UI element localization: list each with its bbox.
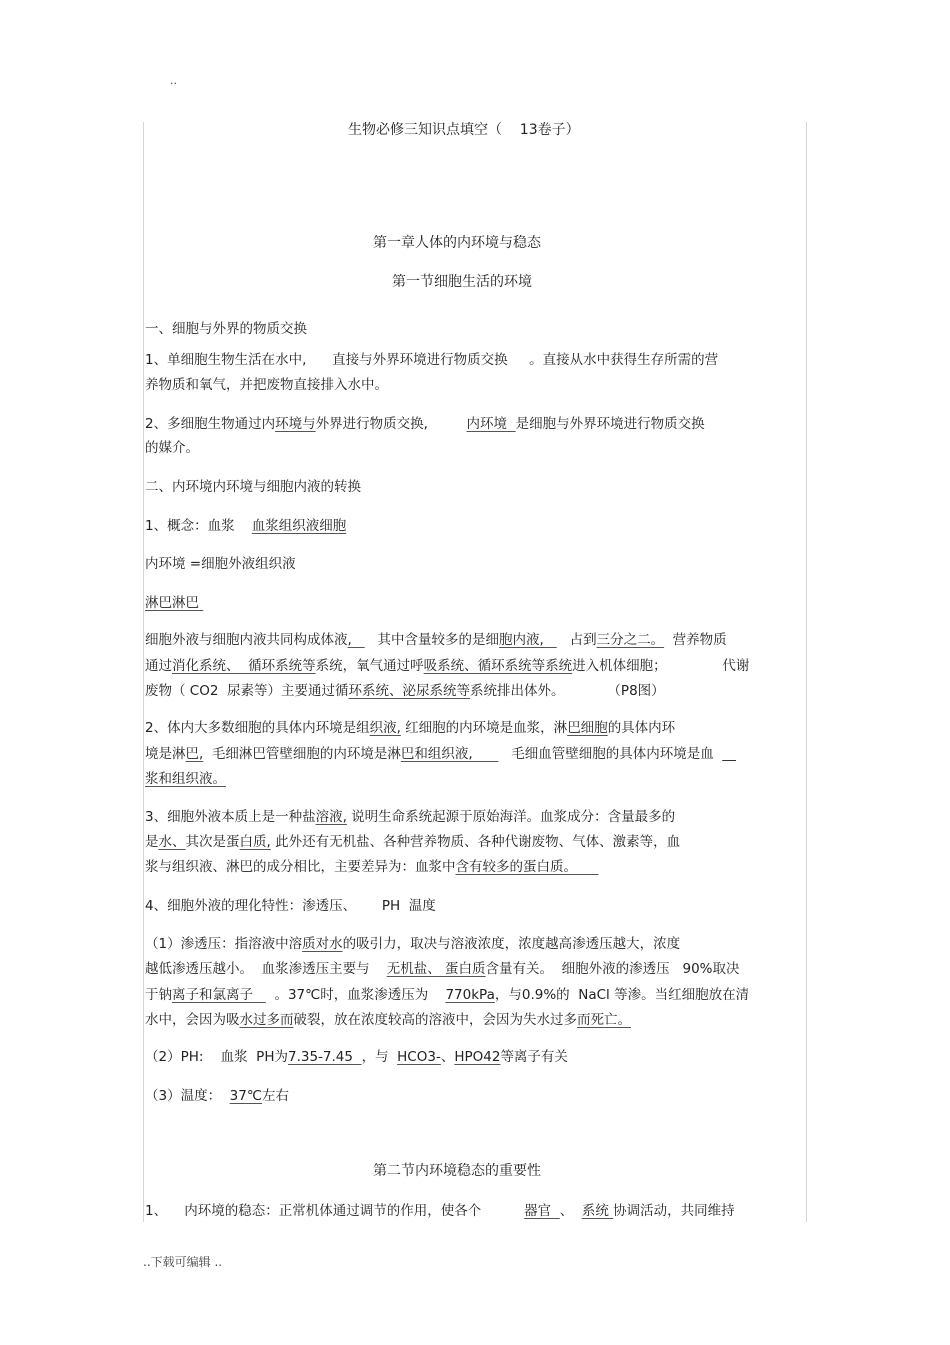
text-segment: 毛细血管壁细胞的具体内环境是血	[498, 746, 723, 762]
text-line	[145, 719, 675, 737]
answer-blank: 消化系统、 循环系统等	[172, 658, 316, 674]
answer-blank: 水、	[158, 834, 186, 850]
text-segment: 1、概念：血浆	[145, 518, 252, 534]
answer-blank: 系统	[581, 1203, 614, 1219]
text-segment: 左右	[262, 1088, 290, 1104]
text-segment: 等离子有关	[500, 1049, 568, 1065]
text-segment: （2）PH: 血浆 PH为	[145, 1049, 288, 1065]
text-segment: 养物质和氧气，并把废物直接排入水中。	[145, 377, 388, 393]
answer-blank: 巴和组织液,	[400, 746, 499, 762]
text-segment: 毛细淋巴管壁细胞的内环境是淋	[203, 746, 401, 762]
answer-blank: 三分之二。	[596, 632, 665, 648]
text-segment: __	[722, 746, 736, 762]
text-line	[145, 657, 749, 675]
text-line	[145, 808, 675, 826]
answer-blank: 血浆组织液细胞	[251, 518, 347, 534]
text-segment: 、	[440, 1049, 455, 1065]
text-segment: 通过	[145, 658, 172, 674]
text-segment: 其中含量较多的是细	[364, 632, 500, 648]
answer-blank: 溶液,	[315, 809, 347, 825]
answer-blank: 含有较多的蛋白质。	[455, 859, 599, 875]
text-segment: 3、细胞外液本质上是一种盐	[145, 809, 316, 825]
text-segment: 、	[559, 1203, 582, 1219]
text-line	[145, 594, 203, 612]
text-segment: 。37℃时，血浆渗透压为	[265, 987, 446, 1003]
text-segment: 的吸引力，取决与溶液浓度，浓度越高渗透压越大，浓度	[342, 936, 681, 952]
answer-blank: 白质,	[239, 834, 271, 850]
answer-blank: 而死亡。	[577, 1012, 631, 1028]
answer-blank: 质对水	[302, 936, 343, 952]
text-line	[145, 555, 296, 573]
text-segment: 1、单细胞生物生活在水中, 直接与外界环境进行物质交换 。直接从水中获得生存所需的营	[145, 352, 719, 368]
answer-blank: 织液,	[369, 720, 401, 736]
text-segment: 水中，会因为吸	[145, 1012, 240, 1028]
page-footer: ..下载可编辑 ..	[143, 1255, 223, 1269]
text-segment: 其次是蛋	[185, 834, 240, 850]
text-segment: 是细胞与外界环境进行物质交换	[515, 416, 705, 432]
text-segment: ，与	[361, 1049, 398, 1065]
text-segment: ，与0.9%的 NaCl 等渗。当红细胞放在清	[494, 987, 750, 1003]
text-line	[145, 1011, 631, 1029]
text-line	[145, 833, 680, 851]
answer-blank: 离子和氯离子	[172, 987, 266, 1003]
answer-blank: 环系统、泌尿系统等	[348, 683, 471, 699]
text-line	[145, 960, 740, 978]
text-segment: 2、体内大多数细胞的具体内环境是组	[145, 720, 370, 736]
text-line	[145, 631, 727, 649]
text-line	[145, 320, 307, 338]
text-segment: 此外还有无机盐、各种营养物质、各种代谢废物、气体、激素等，血	[270, 834, 681, 850]
text-segment: （3）温度：	[145, 1088, 230, 1104]
answer-blank: 37℃	[229, 1088, 263, 1104]
page-border-right	[806, 122, 807, 1222]
page-border-left	[143, 122, 144, 1222]
text-line	[145, 376, 388, 394]
text-line	[145, 770, 226, 788]
text-segment: 境是淋	[145, 746, 186, 762]
answer-blank: 环境与	[275, 416, 316, 432]
text-segment: 于钠	[145, 987, 172, 1003]
text-segment: 细胞外液与细胞内液共同构成体液	[145, 632, 348, 648]
answer-blank: 巴,	[185, 746, 204, 762]
text-line	[145, 1087, 289, 1105]
header-mark: ..	[170, 74, 177, 87]
text-segment: 协调活动，共同维持	[613, 1203, 735, 1219]
text-segment: （1）渗透压：指溶液中溶	[145, 936, 303, 952]
text-segment: 说明生命系统起源于原始海洋。血浆成分：含量最多的	[346, 809, 676, 825]
text-line	[145, 1048, 568, 1066]
text-segment: 浆与组织液、淋巴的成分相比，主要差异为：血浆中	[145, 859, 456, 875]
answer-blank: 吸系统、循环系统等系统	[423, 658, 573, 674]
answer-blank: HPO42	[454, 1049, 501, 1065]
text-line	[145, 517, 346, 535]
text-segment: 外界进行物质交换,	[315, 416, 467, 432]
answer-blank: 胞内液,	[499, 632, 557, 648]
text-line	[145, 897, 436, 915]
text-segment: 的具体内环	[607, 720, 676, 736]
text-segment: 系统，氧气通过呼	[315, 658, 424, 674]
answer-blank: HCO3-	[397, 1049, 441, 1065]
answer-blank: 内环境	[466, 416, 516, 432]
text-segment: 4、细胞外液的理化特性：渗透压、 PH 温度	[145, 898, 436, 914]
text-line	[145, 415, 705, 433]
text-segment: 越低渗透压越小。 血浆渗透压主要与	[145, 961, 387, 977]
chapter-heading: 第一章人体的内环境与稳态	[373, 235, 541, 251]
text-segment: 2、多细胞生物通过内	[145, 416, 276, 432]
text-segment: 红细胞的内环境是血浆，淋	[400, 720, 568, 736]
text-segment: 废物（ CO2 尿素等）主要通过循	[145, 683, 349, 699]
answer-blank: 器官	[524, 1203, 560, 1219]
text-segment: 含量有关。 细胞外液的渗透压 90%取决	[485, 961, 740, 977]
text-segment: 破裂，放在浓度较高的溶液中，会因为失水过多	[293, 1012, 577, 1028]
text-line	[145, 439, 199, 457]
text-line	[145, 745, 736, 763]
text-line	[145, 682, 665, 700]
text-segment: 占到	[556, 632, 597, 648]
text-line	[145, 935, 680, 953]
answer-blank: 水过多而	[239, 1012, 294, 1028]
text-segment: 进入机体细胞； 代谢	[572, 658, 750, 674]
answer-blank: 浆和组织液。	[145, 771, 226, 787]
text-line	[145, 986, 749, 1004]
text-segment: 系统排出体外。 （P8图）	[470, 683, 665, 699]
text-line	[145, 1202, 735, 1220]
answer-blank: ,	[347, 632, 365, 648]
text-line	[145, 478, 361, 496]
answer-blank: 7.35-7.45	[287, 1049, 362, 1065]
text-segment: 营养物质	[664, 632, 727, 648]
answer-blank: 淋巴淋巴	[145, 595, 204, 611]
text-line	[145, 858, 598, 876]
text-segment: 是	[145, 834, 159, 850]
text-segment: 一、细胞与外界的物质交换	[145, 321, 307, 337]
answer-blank: 无机盐、 蛋白质	[386, 961, 486, 977]
section-heading-1: 第一节细胞生活的环境	[392, 274, 532, 290]
text-segment: 二、内环境内环境与细胞内液的转换	[145, 479, 361, 495]
text-line	[145, 351, 718, 369]
text-segment: 内环境 =细胞外液组织液	[145, 556, 296, 572]
answer-blank: 770kPa	[445, 987, 495, 1003]
text-segment: 1、 内环境的稳态：正常机体通过调节的作用，使各个	[145, 1203, 525, 1219]
text-segment: 的媒介。	[145, 440, 199, 456]
document-title: 生物必修三知识点填空（ 13卷子）	[348, 122, 580, 138]
section-heading-2: 第二节内环境稳态的重要性	[373, 1163, 541, 1179]
answer-blank: 巴细胞	[567, 720, 608, 736]
